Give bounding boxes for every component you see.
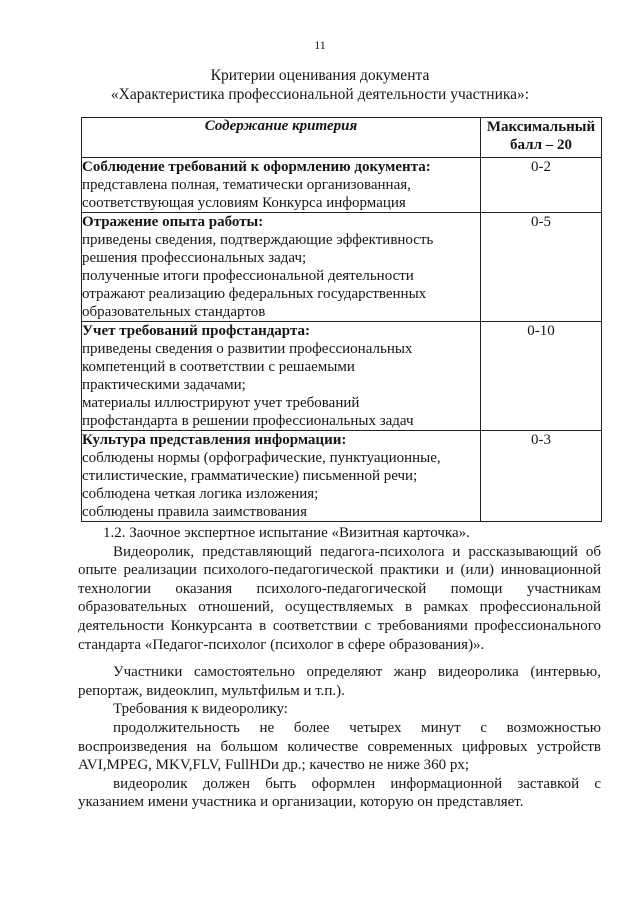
max-score-header-line-1: Максимальный	[486, 119, 596, 135]
criterion-line: профстандарта в решении профессиональных задач	[82, 413, 414, 429]
criterion-line: компетенций в соответствии с решаемыми	[82, 359, 355, 375]
table-row	[82, 431, 602, 522]
criterion-line: представлена полная, тематически организованная,	[82, 177, 411, 193]
criterion-line: решения профессиональных задач;	[82, 250, 307, 266]
paragraph-requirements-heading: Требования к видеоролику:	[113, 701, 288, 718]
criterion-heading: Соблюдение требований к оформлению документа:	[82, 159, 431, 175]
max-score-column-header	[481, 118, 602, 158]
section-heading: 1.2. Заочное экспертное испытание «Визитная карточка».	[103, 525, 470, 541]
table-row	[82, 158, 602, 213]
section-1-2	[78, 524, 601, 812]
criterion-heading: Учет требований профстандарта:	[82, 323, 310, 339]
criterion-cell	[82, 322, 481, 431]
criterion-line: соблюдены правила заимствования	[82, 504, 307, 520]
score-cell: 0-5	[481, 213, 602, 322]
criteria-column-header: Содержание критерия	[82, 118, 481, 158]
criterion-cell	[82, 158, 481, 213]
criterion-line: отражают реализацию федеральных государственных	[82, 286, 427, 302]
criterion-line: полученные итоги профессиональной деятельности	[82, 268, 414, 284]
page-number: 11	[314, 38, 326, 52]
criterion-line: соответствующая условиям Конкурса информация	[82, 195, 406, 211]
max-score-header-line-2: балл – 20	[510, 137, 572, 153]
paragraph-genre: Участники самостоятельно определяют жанр видеоролика (интервью, репортаж, видеоклип, мультфильм и т.п.).	[78, 664, 601, 699]
paragraph-video-description: Видеоролик, представляющий педагога-психолога и рассказывающий об опыте реализации психолого-педагогической практики и (или) инновационной технологии оказания психолого-педагогической помощи участникам образовательных отношений, осуществляемых в рамках профессиональной деятельности Конкурсанта в соответствии с требованиями профессионального стандарта «Педагог-психолог (психолог в сфере образования)».	[78, 543, 601, 653]
criterion-line: материалы иллюстрируют учет требований	[82, 395, 360, 411]
criterion-line: приведены сведения о развитии профессиональных	[82, 341, 413, 357]
paragraph-intro-requirement: видеоролик должен быть оформлен информационной заставкой с указанием имени участника и организации, которую он представляет.	[78, 775, 601, 811]
title-line-2: «Характеристика профессиональной деятельности участника»:	[110, 86, 530, 103]
criterion-cell	[82, 213, 481, 322]
criterion-line: образовательных стандартов	[82, 304, 266, 320]
criterion-line: приведены сведения, подтверждающие эффективность	[82, 232, 434, 248]
table-row	[82, 213, 602, 322]
title-line-1: Критерии оценивания документа	[210, 67, 430, 84]
criterion-line: соблюдены нормы (орфографические, пунктуационные,	[82, 450, 441, 466]
criterion-line: соблюдена четкая логика изложения;	[82, 486, 319, 502]
criteria-table	[81, 117, 602, 522]
criterion-line: стилистические, грамматические) письменной речи;	[82, 468, 418, 484]
criterion-line: практическими задачами;	[82, 377, 246, 393]
paragraph-duration-requirement: продолжительность не более четырех минут с возможностью воспроизведения на большом количестве современных цифровых устройств AVI,MPEG, MKV,FLV, FullHDи др.; качество не ниже 360 px;	[78, 719, 601, 774]
criterion-cell	[82, 431, 481, 522]
score-cell: 0-3	[481, 431, 602, 522]
criterion-heading: Отражение опыта работы:	[82, 214, 264, 230]
document-title	[60, 66, 580, 104]
score-cell: 0-2	[481, 158, 602, 213]
criterion-heading: Культура представления информации:	[82, 432, 347, 448]
table-header-row	[82, 118, 602, 158]
table-row	[82, 322, 602, 431]
score-cell: 0-10	[481, 322, 602, 431]
